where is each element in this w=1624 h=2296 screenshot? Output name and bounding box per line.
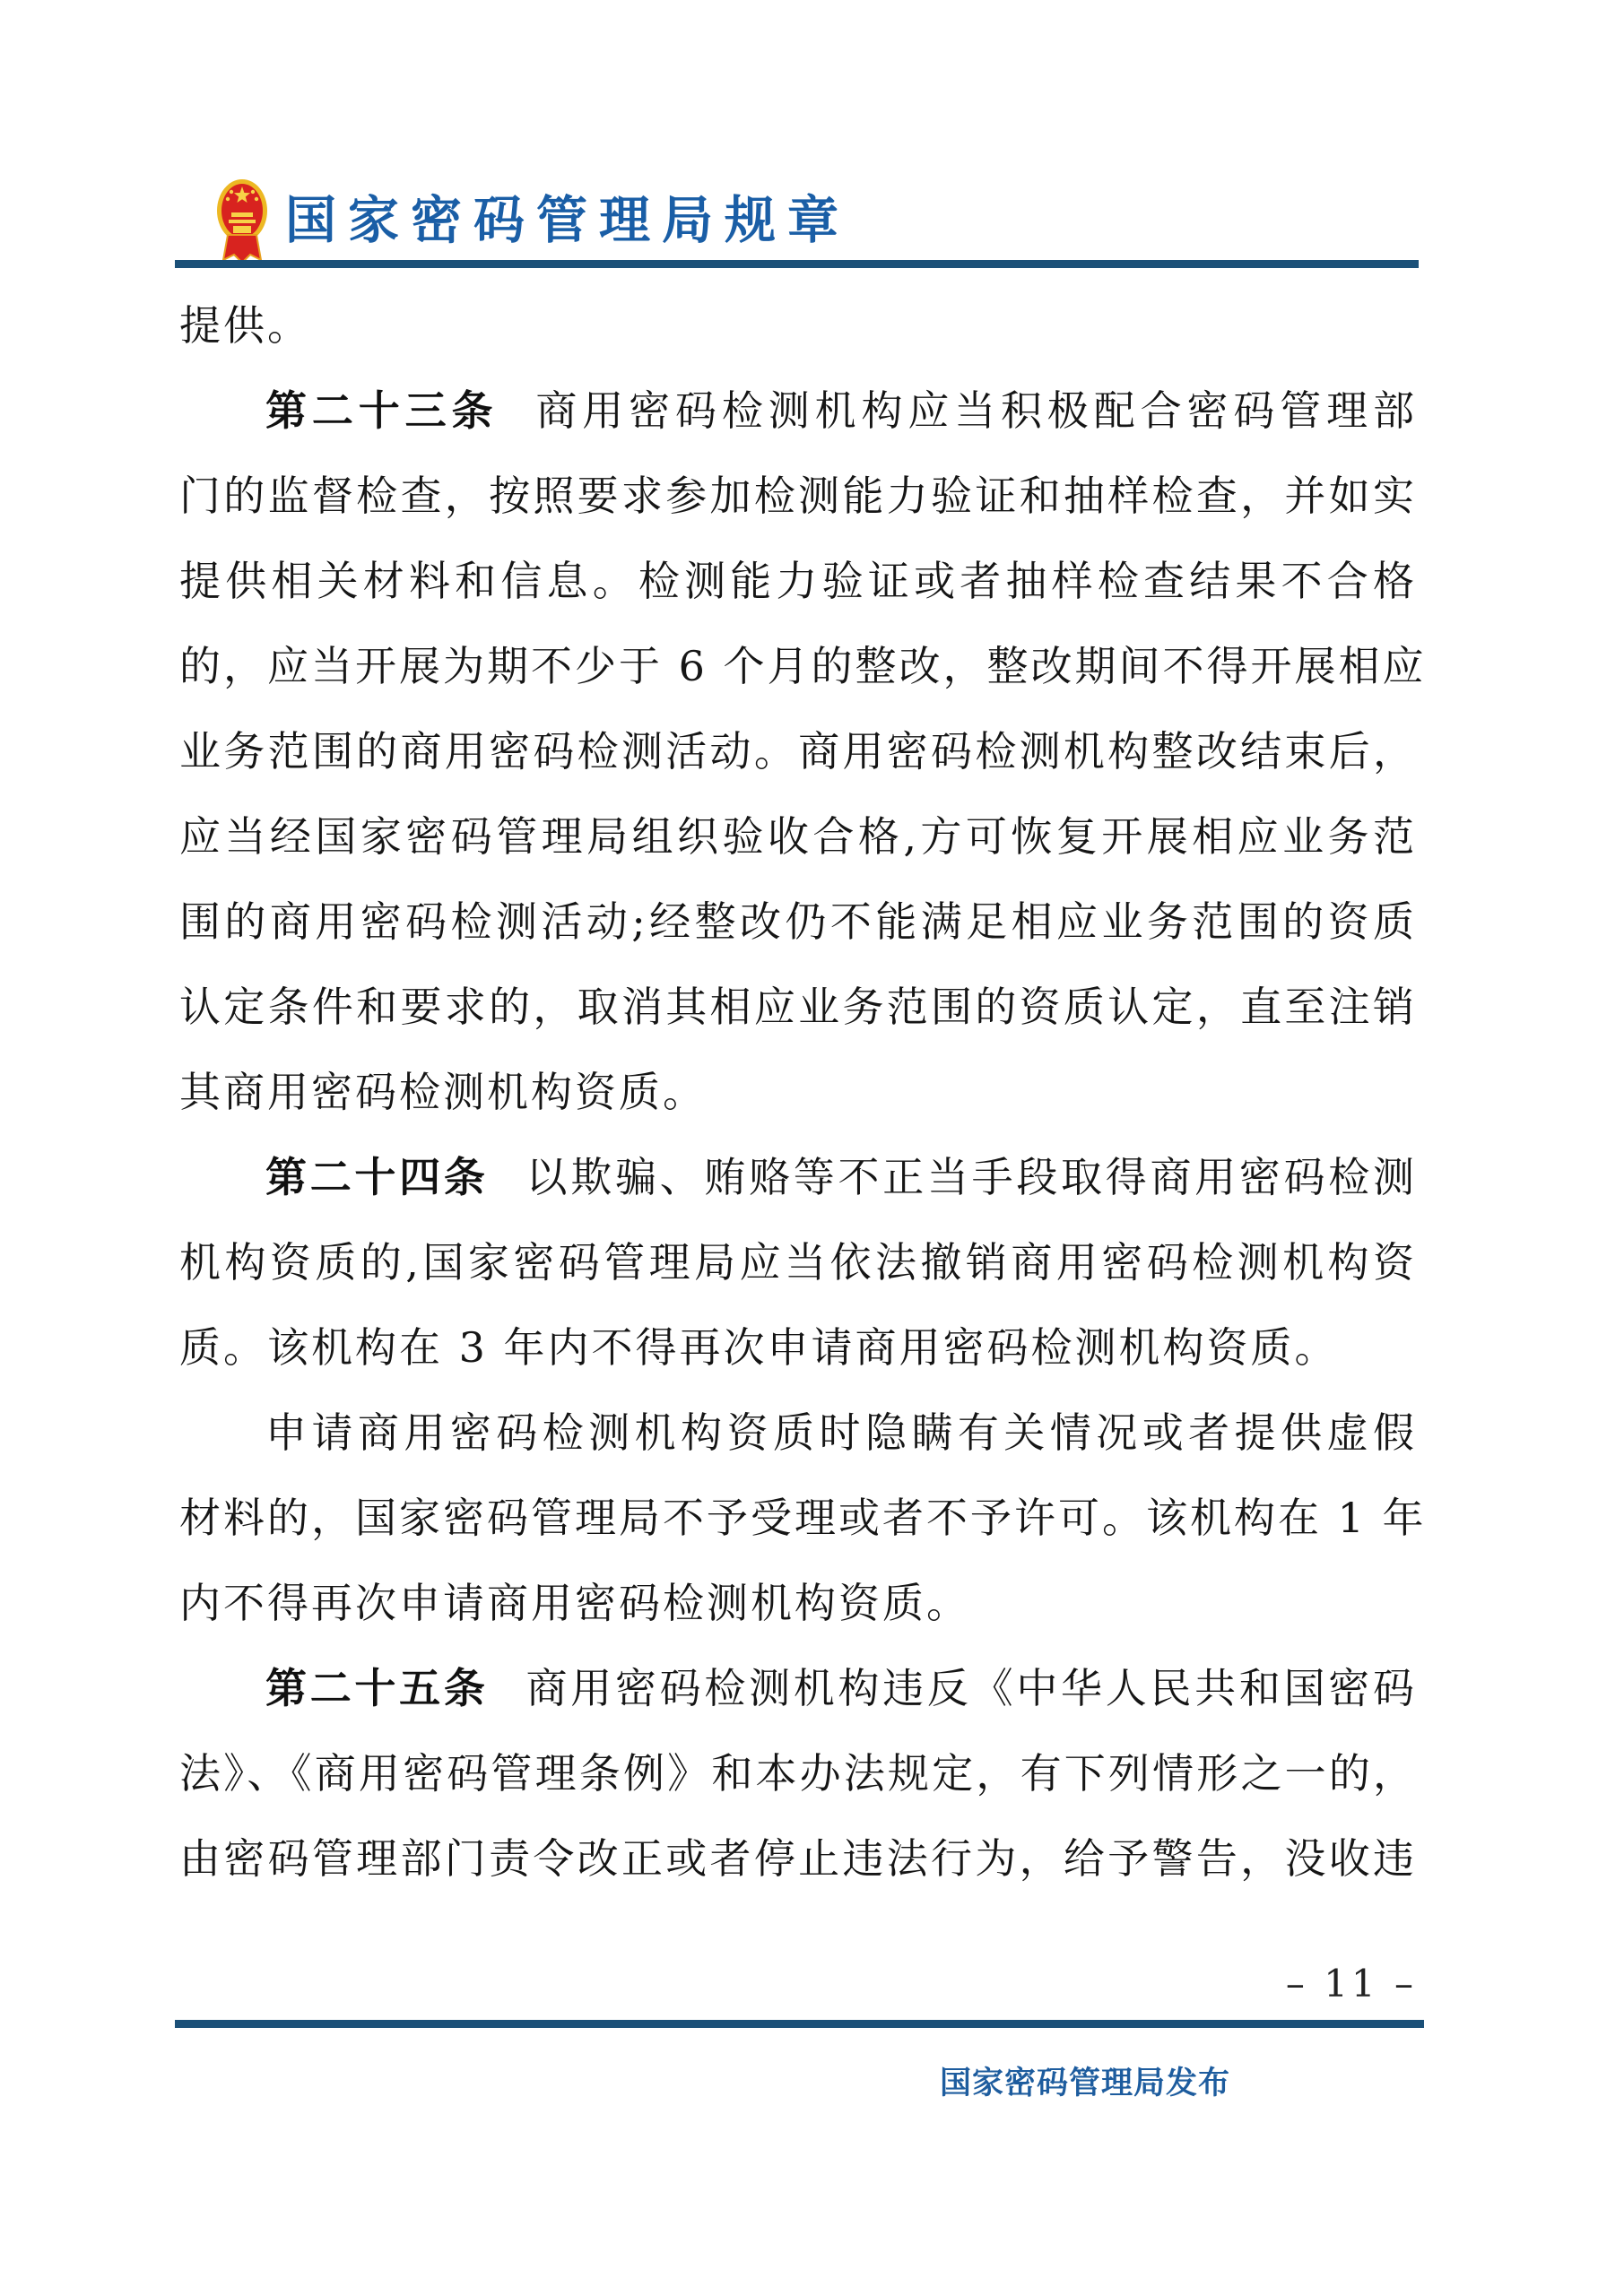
line-text: 业务范围的商用密码检测活动。商用密码检测机构整改结束后， bbox=[179, 727, 1417, 775]
header-rule bbox=[175, 260, 1419, 268]
text-line bbox=[179, 1391, 1417, 1476]
text-line bbox=[179, 624, 1427, 709]
text-line bbox=[179, 1476, 1427, 1561]
line-text: 的，应当开展为期不少于 6 个月的整改，整改期间不得开展相应 bbox=[179, 642, 1427, 690]
body-lines bbox=[179, 283, 1427, 1902]
text-line bbox=[179, 454, 1417, 539]
line-text: 质。该机构在 3 年内不得再次申请商用密码检测机构资质。 bbox=[179, 1323, 1339, 1372]
text-line bbox=[179, 539, 1417, 624]
line-text: 门的监督检查，按照要求参加检测能力验证和抽样检查，并如实 bbox=[179, 472, 1417, 520]
text-line bbox=[179, 1220, 1417, 1305]
article-number: 第二十五条 bbox=[265, 1664, 489, 1712]
article-number: 第二十三条 bbox=[265, 386, 499, 435]
line-text: 围的商用密码检测活动;经整改仍不能满足相应业务范围的资质 bbox=[179, 897, 1417, 946]
line-text: 申请商用密码检测机构资质时隐瞒有关情况或者提供虚假 bbox=[265, 1408, 1417, 1457]
text-line bbox=[179, 1305, 1417, 1391]
line-text: 应当经国家密码管理局组织验收合格,方可恢复开展相应业务范 bbox=[179, 812, 1417, 861]
line-text: 其商用密码检测机构资质。 bbox=[179, 1068, 707, 1116]
text-line bbox=[179, 794, 1417, 879]
line-text: 提供相关材料和信息。检测能力验证或者抽样检查结果不合格 bbox=[179, 557, 1417, 605]
line-text: 提供。 bbox=[179, 301, 311, 350]
publisher-label: 国家密码管理局发布 bbox=[940, 2066, 1231, 2101]
text-line bbox=[179, 965, 1417, 1050]
text-line bbox=[179, 1816, 1417, 1902]
line-text: 以欺骗、贿赂等不正当手段取得商用密码检测 bbox=[525, 1153, 1418, 1201]
line-text: 内不得再次申请商用密码检测机构资质。 bbox=[179, 1579, 970, 1627]
text-line bbox=[179, 709, 1417, 794]
text-line bbox=[179, 1646, 1417, 1731]
page-header-title: 国家密码管理局规章 bbox=[285, 191, 850, 250]
text-line bbox=[179, 1731, 1417, 1816]
text-line bbox=[179, 368, 1417, 454]
line-text: 商用密码检测机构违反《中华人民共和国密码 bbox=[525, 1664, 1418, 1712]
text-line bbox=[179, 1561, 1417, 1646]
page-number: – 11 – bbox=[1285, 1962, 1417, 2006]
line-text: 机构资质的,国家密码管理局应当依法撤销商用密码检测机构资 bbox=[179, 1238, 1417, 1287]
text-line bbox=[179, 879, 1417, 965]
line-text: 由密码管理部门责令改正或者停止违法行为，给予警告，没收违 bbox=[179, 1834, 1417, 1883]
line-text: 材料的，国家密码管理局不予受理或者不予许可。该机构在 1 年 bbox=[179, 1494, 1427, 1542]
footer-rule bbox=[175, 2020, 1424, 2028]
line-text: 法》、《商用密码管理条例》和本办法规定，有下列情形之一的， bbox=[179, 1749, 1417, 1798]
text-line bbox=[179, 1135, 1417, 1220]
national-emblem-icon bbox=[216, 178, 268, 267]
line-text: 商用密码检测机构应当积极配合密码管理部 bbox=[535, 386, 1418, 435]
article-number: 第二十四条 bbox=[265, 1153, 489, 1201]
text-line bbox=[179, 1050, 1417, 1135]
line-text: 认定条件和要求的，取消其相应业务范围的资质认定，直至注销 bbox=[179, 983, 1417, 1031]
text-line bbox=[179, 283, 1417, 368]
